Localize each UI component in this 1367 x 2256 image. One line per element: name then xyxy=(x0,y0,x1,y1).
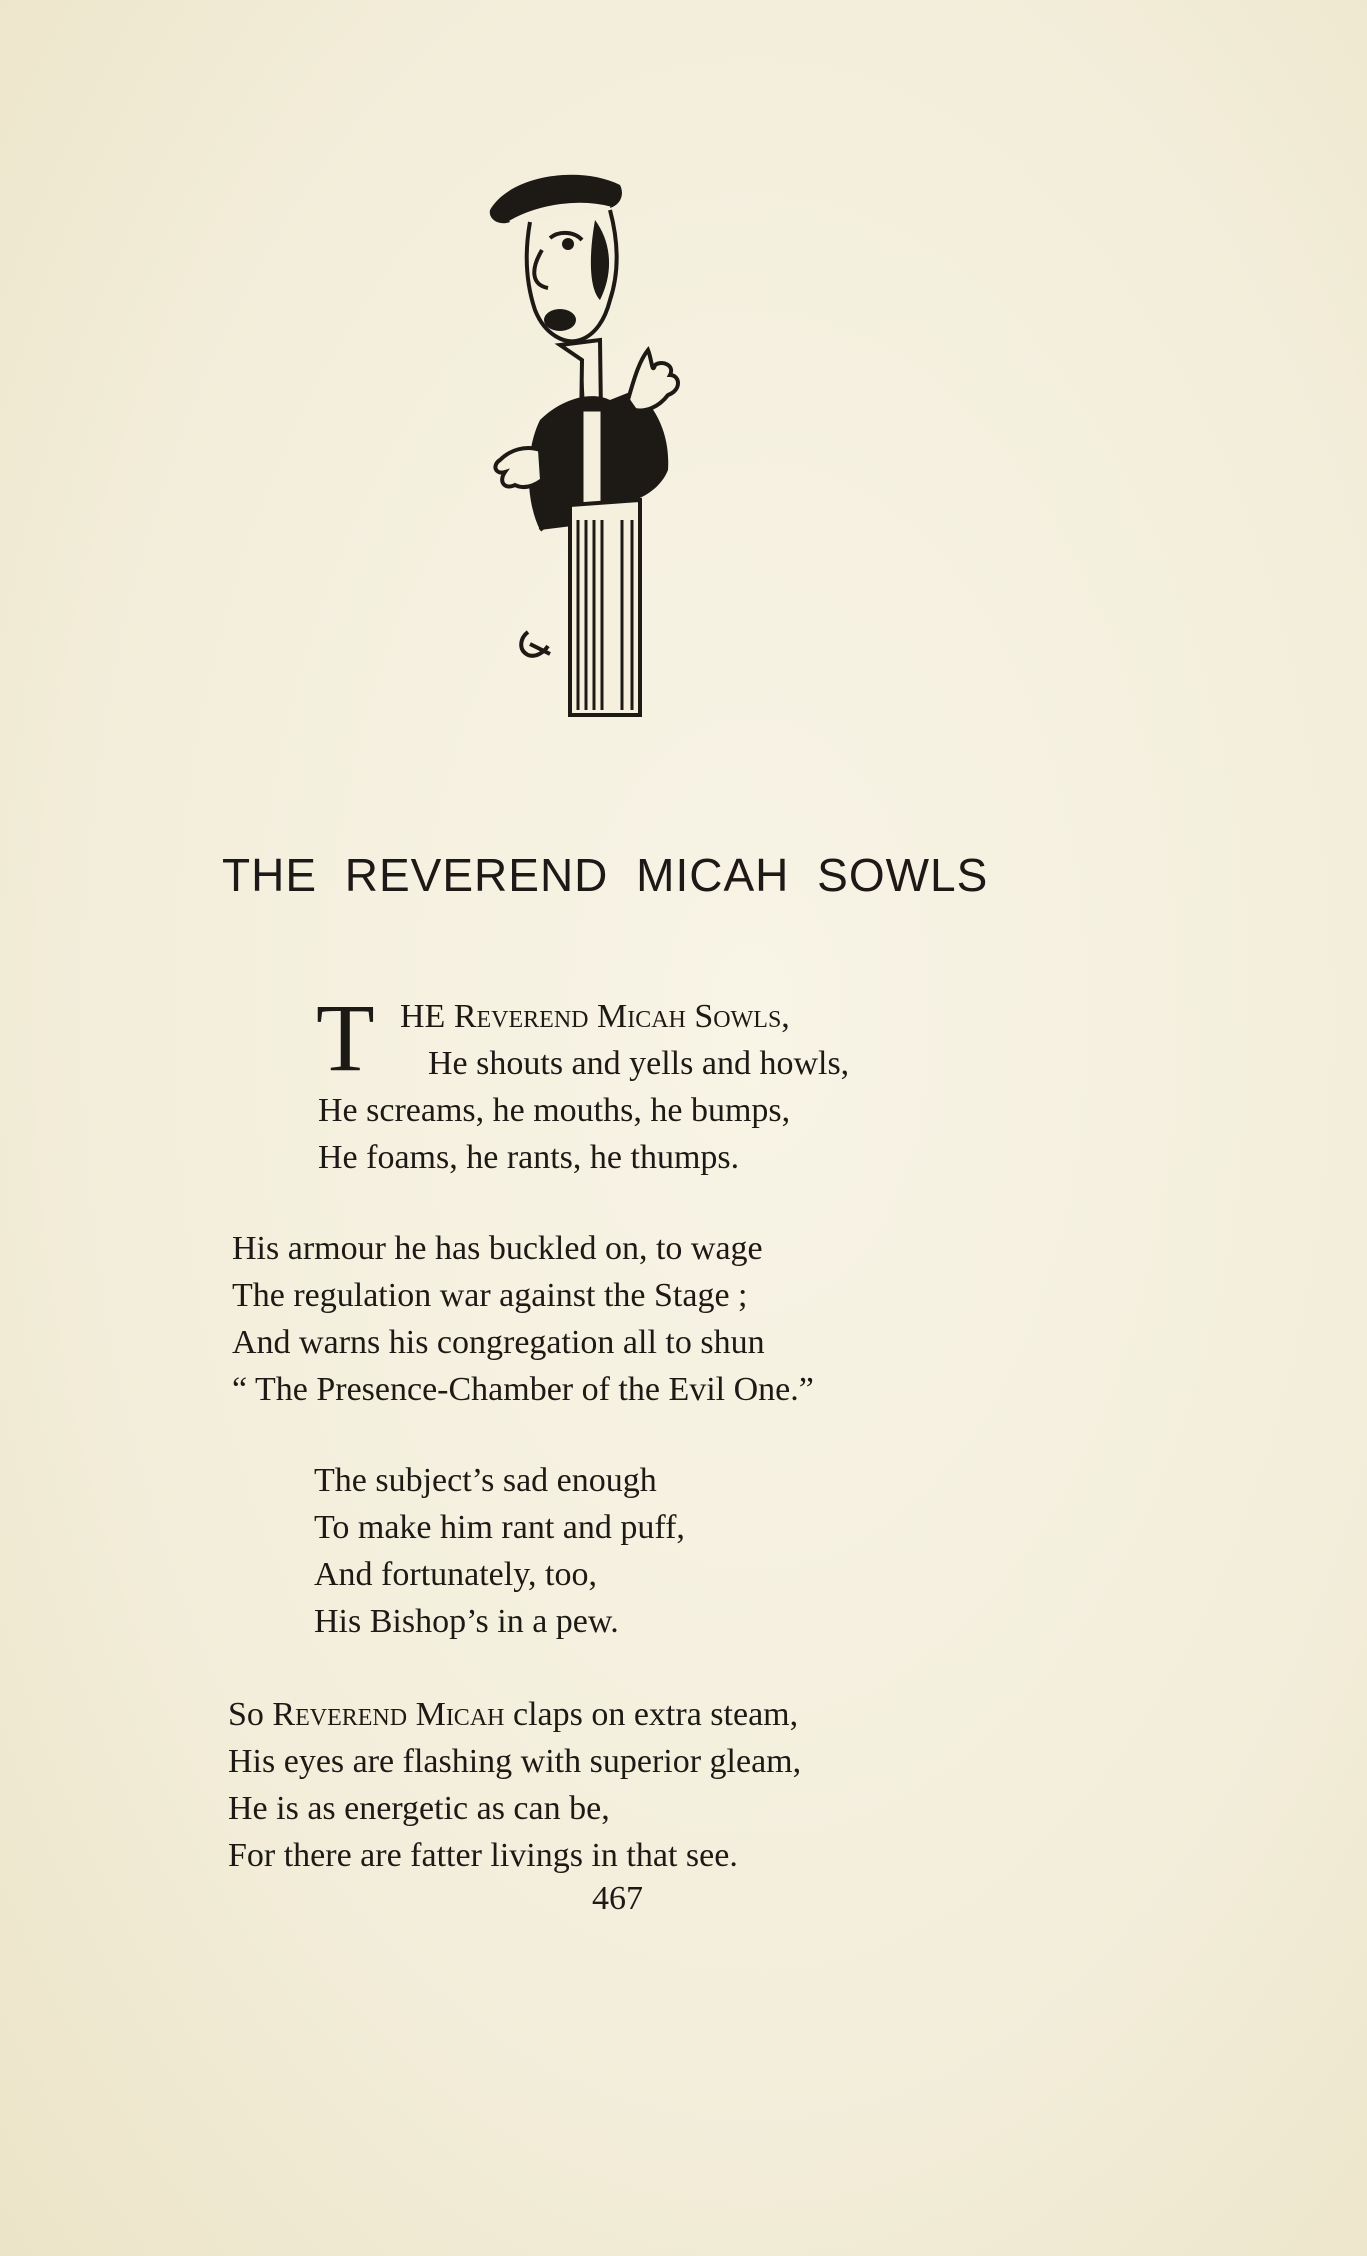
stanza4-line1-start: So xyxy=(228,1696,273,1733)
stanza4-line4: For there are fatter livings in that see. xyxy=(228,1837,738,1874)
stanza1-line1-smallcaps: Reverend Micah Sowls xyxy=(453,998,782,1035)
stanza1-line4: He foams, he rants, he thumps. xyxy=(318,1139,740,1176)
preacher-caricature-icon xyxy=(470,160,800,720)
stanza3-line1: The subject’s sad enough xyxy=(314,1462,657,1499)
stanza4-line1-smallcaps: Reverend Micah xyxy=(272,1696,505,1733)
stanza2-line2: The regulation war against the Stage ; xyxy=(232,1277,748,1314)
poem-title: THE REVEREND MICAH SOWLS xyxy=(222,849,989,901)
stanza1-line3: He screams, he mouths, he bumps, xyxy=(318,1092,791,1129)
stanza2-line1: His armour he has buckled on, to wage xyxy=(232,1230,763,1267)
stanza2-line4: “ The Presence-Chamber of the Evil One.” xyxy=(232,1371,814,1408)
stanza2-line3: And warns his congregation all to shun xyxy=(232,1324,765,1361)
stanza3-line2: To make him rant and puff, xyxy=(314,1509,685,1546)
page-number: 467 xyxy=(592,1880,643,1917)
stanza4-line3: He is as energetic as can be, xyxy=(228,1790,610,1827)
stanza4-line2: His eyes are flashing with superior gleam, xyxy=(228,1743,802,1780)
stanza1-line2: He shouts and yells and howls, xyxy=(428,1045,850,1082)
stanza3-line3: And fortunately, too, xyxy=(314,1556,597,1593)
stanza1-line1 xyxy=(400,998,790,1036)
drop-cap: T xyxy=(316,984,375,1091)
stanza1-line1-end: , xyxy=(781,998,790,1035)
stanza3-line4: His Bishop’s in a pew. xyxy=(314,1603,619,1640)
stanza1-line1-rest: HE xyxy=(400,998,454,1035)
stanza4-line1-end: claps on extra steam, xyxy=(504,1696,799,1733)
stanza4-line1 xyxy=(228,1696,798,1734)
